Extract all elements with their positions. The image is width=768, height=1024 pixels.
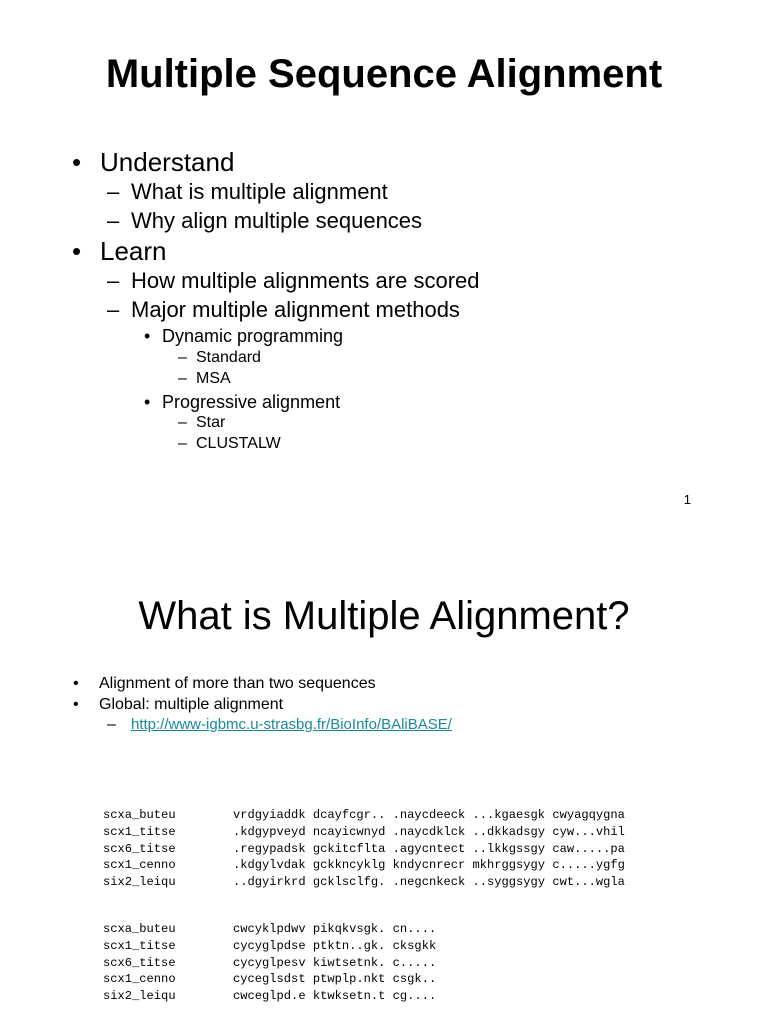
alignment-row: six2_leiqu ..dgyirkrd gcklsclfg. .negcnkeck ..syggsygy cwt...wgla (103, 875, 625, 890)
page-number: 1 (683, 492, 691, 507)
alignment-row: scx1_titse .kdgypveyd ncayicwnyd .naycdklck ..dkkadsgy cyw...vhil (103, 824, 625, 839)
alignment-row: scxa_buteu vrdgyiaddk dcayfcgr.. .naycdeeck ...kgaesgk cwyagqygna (103, 808, 625, 822)
alignment-row: scx6_titse .regypadsk gckitcflta .agycntect ..lkkgssgy caw.....pa (103, 841, 625, 856)
alignment-block-2 (103, 921, 436, 1005)
alignment-row: scx6_titse cycyglpesv kiwtsetnk. c..... (103, 955, 437, 970)
slide1-title: Multiple Sequence Alignment (105, 52, 663, 96)
alignment-row: scxa_buteu cwcyklpdwv pikqkvsgk. cn.... (103, 922, 437, 936)
alignment-row: six2_leiqu cwceglpd.e ktwksetn.t cg.... (103, 989, 437, 1004)
balibase-link[interactable]: http://www-igbmc.u-strasbg.fr/BioInfo/BAliBASE/ (131, 716, 452, 733)
alignment-row: scx1_titse cycyglpdse ptktn..gk. cksgkk (103, 938, 437, 953)
alignment-row: scx1_cenno cyceglsdst ptwplp.nkt csgk.. (103, 972, 437, 987)
slide2-title: What is Multiple Alignment? (138, 594, 630, 638)
alignment-row: scx1_cenno .kdgylvdak gckkncyklg kndycnrecr mkhrggsygy c.....ygfg (103, 858, 625, 873)
alignment-block-1 (103, 807, 625, 891)
